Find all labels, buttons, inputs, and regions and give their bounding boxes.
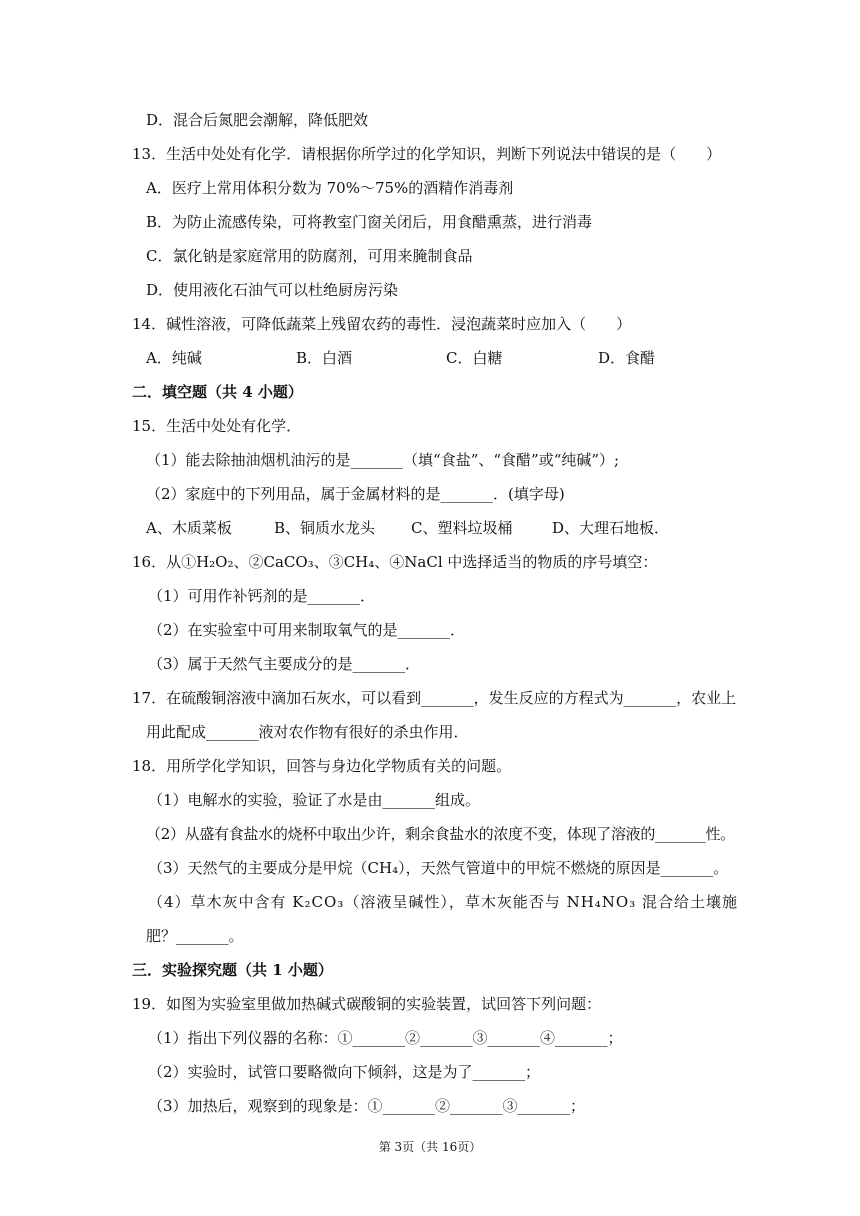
q12-option-d: D．混合后氮肥会潮解，降低肥效 bbox=[146, 111, 369, 129]
q14-option-d: D．食醋 bbox=[598, 349, 656, 367]
q19-part-2: （2）实验时，试管口要略微向下倾斜，这是为了_______； bbox=[148, 1063, 541, 1081]
q13-option-a: A．医疗上常用体积分数为 70%～75%的酒精作消毒剂 bbox=[146, 179, 514, 197]
q19-part-1: （1）指出下列仪器的名称：①_______②_______③_______④_______； bbox=[148, 1029, 623, 1047]
q15-option-c: C、塑料垃圾桶 bbox=[411, 519, 513, 537]
section-2-heading: 二．填空题（共 4 小题） bbox=[132, 383, 303, 401]
q18-part-1: （1）电解水的实验，验证了水是由_______组成。 bbox=[148, 791, 481, 809]
section-3-heading: 三．实验探究题（共 1 小题） bbox=[132, 961, 333, 979]
q18-part-4-continued: 肥？_______。 bbox=[146, 927, 244, 945]
page-footer: 第 3页（共 16页） bbox=[378, 1140, 482, 1154]
q19-part-3: （3）加热后，观察到的现象是：①_______②_______③_______； bbox=[148, 1097, 586, 1115]
question-16: 16．从①H₂O₂、②CaCO₃、③CH₄、④NaCl 中选择适当的物质的序号填空： bbox=[132, 553, 658, 571]
q14-option-b: B．白酒 bbox=[296, 349, 353, 367]
question-17: 17．在硫酸铜溶液中滴加石灰水，可以看到_______，发生反应的方程式为_______，农业上 bbox=[132, 689, 737, 707]
q18-part-4: （4）草木灰中含有 K₂CO₃（溶液呈碱性），草木灰能否与 NH₄NO₃ 混合给土壤施 bbox=[148, 893, 739, 911]
question-15: 15．生活中处处有化学． bbox=[132, 417, 302, 435]
q14-option-c: C．白糖 bbox=[446, 349, 503, 367]
question-14: 14．碱性溶液，可降低蔬菜上残留农药的毒性．浸泡蔬菜时应加入（ ） bbox=[132, 315, 632, 333]
q15-part-1: （1）能去除抽油烟机油污的是_______（填“食盐”、“食醋”或“纯碱”）; bbox=[146, 451, 620, 469]
q15-option-a: A、木质菜板 bbox=[146, 519, 232, 537]
q16-part-3: （3）属于天然气主要成分的是_______． bbox=[148, 655, 421, 673]
q13-option-b: B．为防止流感传染，可将教室门窗关闭后，用食醋熏蒸，进行消毒 bbox=[146, 213, 593, 231]
q16-part-1: （1）可用作补钙剂的是_______． bbox=[148, 587, 376, 605]
question-18: 18．用所学化学知识，回答与身边化学物质有关的问题。 bbox=[132, 757, 512, 775]
q14-option-a: A．纯碱 bbox=[146, 349, 202, 367]
q13-option-d: D．使用液化石油气可以杜绝厨房污染 bbox=[146, 281, 399, 299]
q18-part-2: （2）从盛有食盐水的烧杯中取出少许，剩余食盐水的浓度不变，体现了溶液的_______性。 bbox=[146, 825, 735, 843]
question-19: 19．如图为实验室里做加热碱式碳酸铜的实验装置，试回答下列问题： bbox=[132, 995, 602, 1013]
question-17-continued: 用此配成_______液对农作物有很好的杀虫作用． bbox=[146, 723, 469, 741]
question-13: 13．生活中处处有化学．请根据你所学过的化学知识，判断下列说法中错误的是（ ） bbox=[132, 145, 722, 163]
q18-part-3: （3）天然气的主要成分是甲烷（CH₄），天然气管道中的甲烷不燃烧的原因是_______。 bbox=[148, 859, 729, 877]
q15-option-b: B、铜质水龙头 bbox=[274, 519, 376, 537]
q13-option-c: C．氯化钠是家庭常用的防腐剂，可用来腌制食品 bbox=[146, 247, 473, 265]
q15-part-2: （2）家庭中的下列用品，属于金属材料的是_______．(填字母) bbox=[146, 485, 565, 503]
q16-part-2: （2）在实验室中可用来制取氧气的是_______． bbox=[148, 621, 466, 639]
q15-option-d: D、大理石地板． bbox=[552, 519, 670, 537]
